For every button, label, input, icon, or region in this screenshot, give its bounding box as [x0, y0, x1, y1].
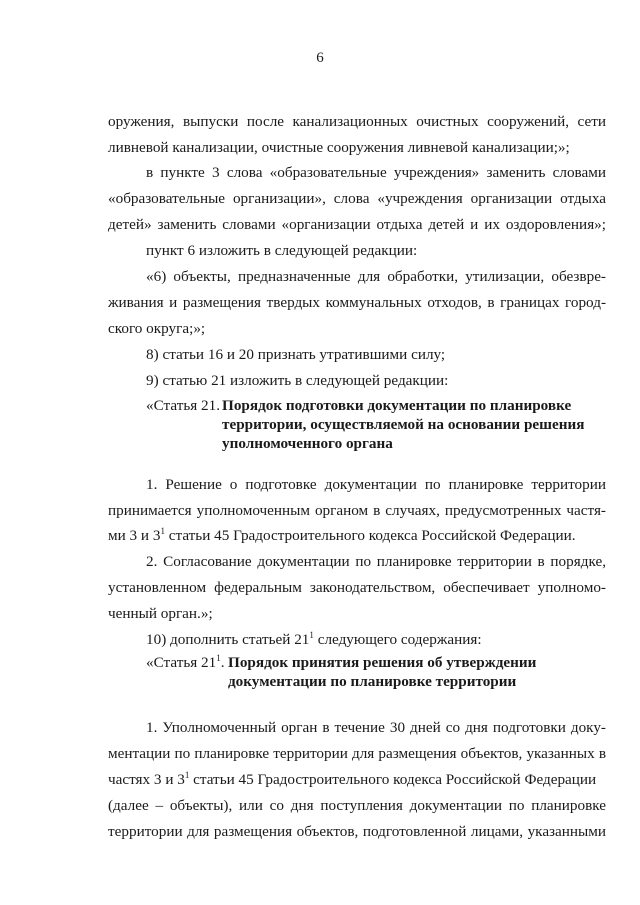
superscript: 1 — [184, 770, 190, 780]
text-span: 10) дополнить статьей 21 — [146, 631, 310, 648]
text-line: 9) статью 21 изложить в следующей редакции: — [146, 372, 449, 389]
text-line: «образовательные организации», слова «учреждения организации отдыха — [108, 190, 606, 207]
text-span: статьи 45 Градостроительного кодекса Российской Федерации. — [164, 527, 576, 544]
text-line: ского округа;»; — [108, 320, 206, 337]
text-line: живания и размещения твердых коммунальных отходов, в границах город- — [108, 294, 606, 311]
text-line: установленном федеральным законодательством, обеспечивает уполномо- — [108, 579, 606, 596]
article-label: «Статья 21. — [146, 397, 221, 414]
text-line: 1. Уполномоченный орган в течение 30 дней со дня подготовки доку- — [146, 719, 606, 736]
article-title-line: Порядок подготовки документации по планировке — [222, 397, 572, 414]
text-span: ми 3 и 3 — [108, 527, 161, 544]
text-line: территории для размещения объектов, подготовленной лицами, указанными — [108, 823, 606, 840]
text-line: в пункте 3 слова «образовательные учреждения» заменить словами — [146, 164, 606, 181]
article-title-line: территории, осуществляемой на основании решения — [222, 416, 585, 433]
text-line: (далее – объекты), или со дня поступления документации по планировке — [108, 797, 606, 814]
text-span: следующего содержания: — [313, 631, 482, 648]
text-line — [146, 630, 606, 650]
text-line: 1. Решение о подготовке документации по планировке территории — [146, 476, 606, 493]
text-line: ливневой канализации, очистные сооружения ливневой канализации;»; — [108, 139, 570, 156]
page-number: 6 — [316, 50, 324, 66]
superscript: 1 — [309, 630, 314, 640]
text-line: детей» заменить словами «организации отдыха детей и их оздоровления»; — [108, 216, 606, 233]
text-line: «6) объекты, предназначенные для обработки, утилизации, обезвре- — [146, 268, 606, 285]
superscript: 1 — [216, 653, 221, 663]
text-span: частях 3 и 3 — [108, 771, 185, 788]
text-span: «Статья 21 — [146, 654, 217, 671]
article-title-line: Порядок принятия решения об утверждении — [228, 654, 537, 671]
text-line — [108, 526, 606, 546]
article-title-line: уполномоченного органа — [222, 435, 393, 452]
text-line: 8) статьи 16 и 20 признать утратившими силу; — [146, 346, 446, 363]
superscript: 1 — [160, 526, 165, 536]
text-span: статьи 45 Градостроительного кодекса Российской Федерации — [189, 771, 597, 788]
text-span: . — [220, 654, 225, 671]
text-line: ченный орган.»; — [108, 605, 213, 622]
text-line: пункт 6 изложить в следующей редакции: — [146, 242, 418, 259]
text-line — [108, 770, 606, 790]
article-label — [146, 653, 225, 673]
article-title-line: документации по планировке территории — [228, 673, 517, 690]
text-line: ментации по планировке территории для размещения объектов, указанных в — [108, 745, 606, 762]
text-line: оружения, выпуски после канализационных очистных сооружений, сети — [108, 113, 606, 130]
text-line: 2. Согласование документации по планировке территории в порядке, — [146, 553, 606, 570]
text-line: принимается уполномоченным органом в случаях, предусмотренных частя- — [108, 502, 606, 519]
